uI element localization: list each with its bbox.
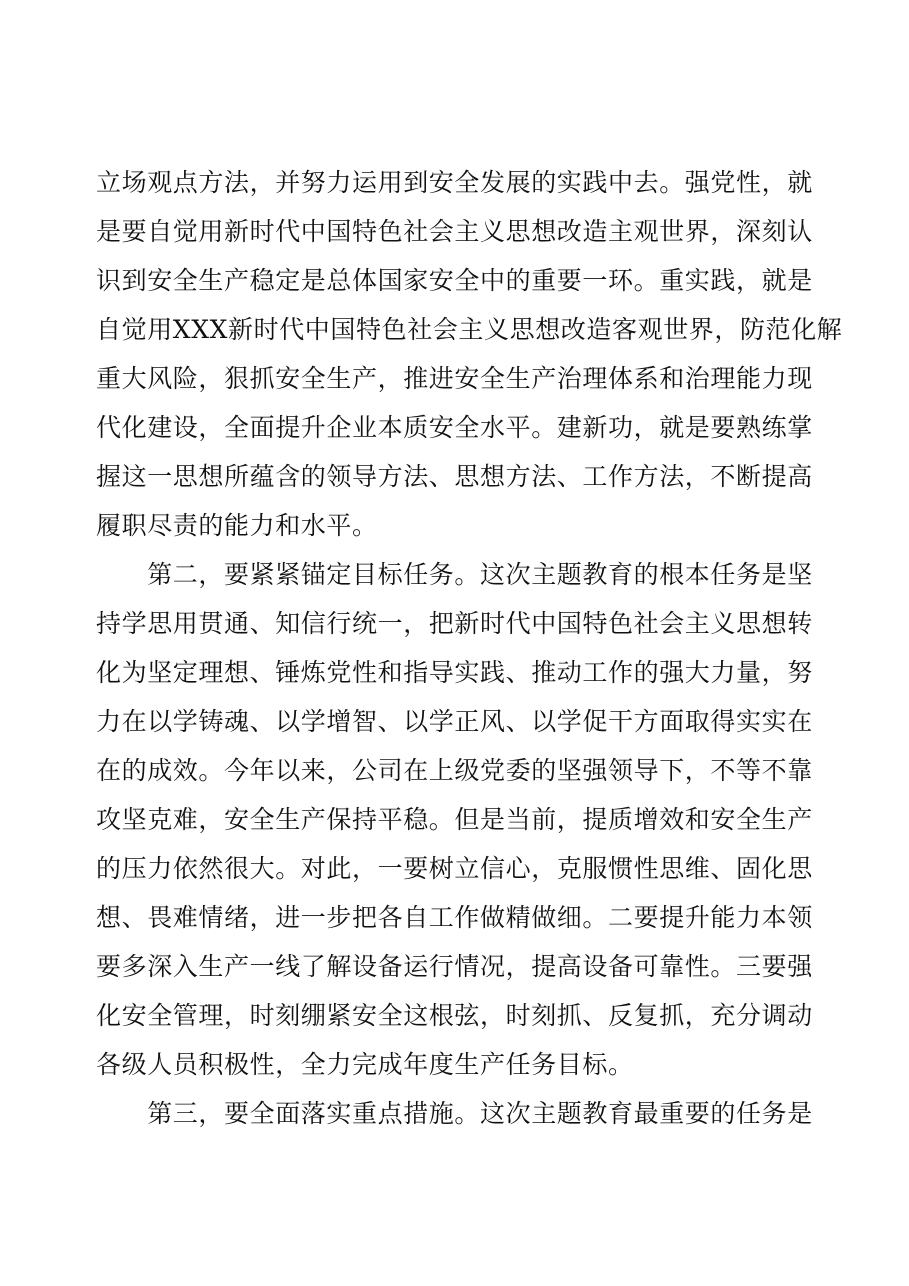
text-line: 想、畏难情绪，进一步把各自工作做精做细。二要提升能力本领 — [96, 903, 813, 932]
text-line: 化为坚定理想、锤炼党性和指导实践、推动工作的强大力量，努 — [96, 658, 813, 687]
text-line: 力在以学铸魂、以学增智、以学正风、以学促干方面取得实实在 — [96, 707, 813, 736]
text-line: 识到安全生产稳定是总体国家安全中的重要一环。重实践，就是 — [96, 266, 813, 295]
text-line: 立场观点方法，并努力运用到安全发展的实践中去。强党性，就 — [96, 168, 813, 197]
text-line: 各级人员积极性，全力完成年度生产任务目标。 — [96, 1050, 634, 1079]
text-line: 持学思用贯通、知信行统一，把新时代中国特色社会主义思想转 — [96, 609, 813, 638]
text-line: 自觉用XXX新时代中国特色社会主义思想改造客观世界，防范化解 — [96, 315, 843, 344]
text-line: 化安全管理，时刻绷紧安全这根弦，时刻抓、反复抓，充分调动 — [96, 1001, 813, 1030]
text-line: 的压力依然很大。对此，一要树立信心，克服惯性思维、固化思 — [96, 854, 813, 883]
text-line: 攻坚克难，安全生产保持平稳。但是当前，提质增效和安全生产 — [96, 805, 813, 834]
text-line: 在的成效。今年以来，公司在上级党委的坚强领导下，不等不靠 — [96, 756, 813, 785]
text-line: 要多深入生产一线了解设备运行情况，提高设备可靠性。三要强 — [96, 952, 813, 981]
text-line: 握这一思想所蕴含的领导方法、思想方法、工作方法，不断提高 — [96, 462, 813, 491]
paragraph-start-line: 第二，要紧紧锚定目标任务。这次主题教育的根本任务是坚 — [96, 560, 813, 589]
text-line: 履职尽责的能力和水平。 — [96, 511, 378, 540]
text-line: 代化建设，全面提升企业本质安全水平。建新功，就是要熟练掌 — [96, 413, 813, 442]
paragraph-start-line: 第三，要全面落实重点措施。这次主题教育最重要的任务是 — [96, 1099, 813, 1128]
text-line: 是要自觉用新时代中国特色社会主义思想改造主观世界，深刻认 — [96, 217, 813, 246]
text-line: 重大风险，狠抓安全生产，推进安全生产治理体系和治理能力现 — [96, 364, 813, 393]
